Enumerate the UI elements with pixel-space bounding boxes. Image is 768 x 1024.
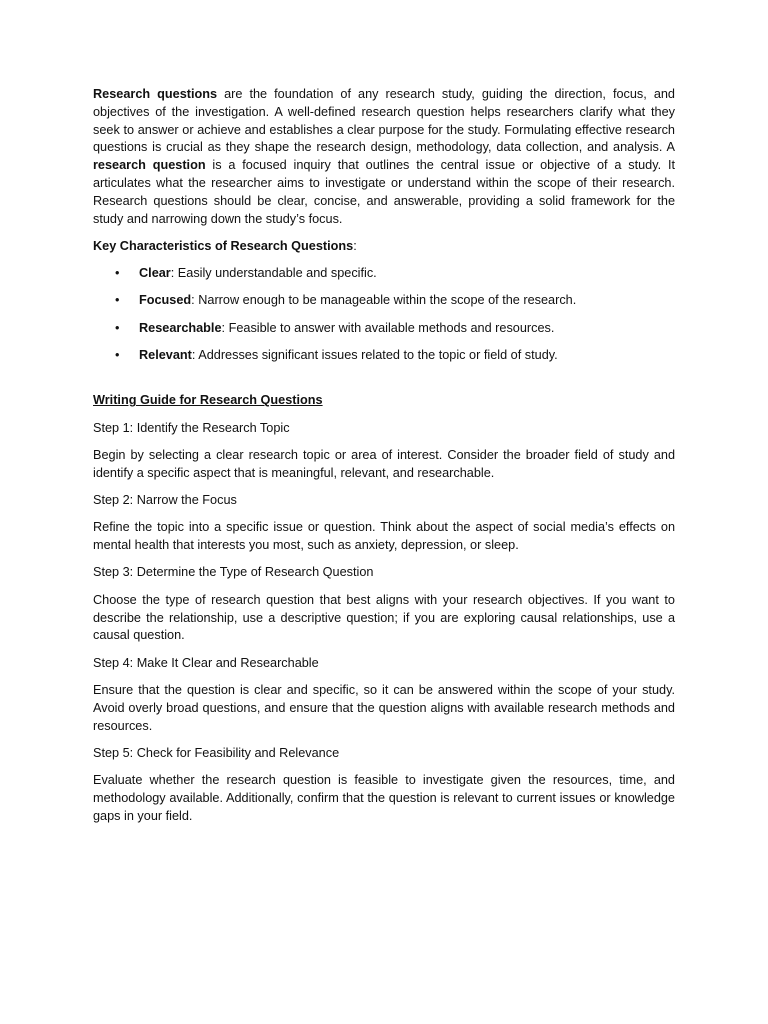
step-heading: Step 4: Make It Clear and Researchable	[93, 655, 319, 670]
characteristic-desc: : Easily understandable and specific.	[170, 266, 377, 281]
step-heading: Step 1: Identify the Research Topic	[93, 420, 290, 435]
bullet-icon: •	[115, 348, 120, 363]
characteristics-title-colon: :	[353, 238, 357, 253]
step-text: Refine the topic into a specific issue or question. Think about the aspect of social media’s effects on mental health that interests you most, such as anxiety, depression, or sleep.	[93, 520, 675, 553]
characteristic-term: Focused	[139, 293, 192, 308]
characteristic-term: Clear	[139, 266, 171, 281]
characteristics-title	[93, 238, 675, 256]
section-spacer	[93, 374, 675, 392]
intro-text-part-1: are the foundation of any research study, guiding the direction, focus, and objectives of the investigation. A well-defined research question helps researchers clarify what they seek to answer or achieve and establishes a clear purpose for the study. Formulating effective research questions is crucial as they shape the research design, methodology, data collection, and analysis. A	[93, 87, 675, 155]
characteristics-list	[93, 265, 675, 365]
list-item	[93, 320, 675, 338]
characteristic-desc: : Feasible to answer with available methods and resources.	[221, 320, 555, 335]
document-page	[93, 86, 675, 835]
guide-title-text: Writing Guide for Research Questions	[93, 393, 323, 408]
step-text: Begin by selecting a clear research topic or area of interest. Consider the broader field of study and identify a specific aspect that is meaningful, relevant, and researchable.	[93, 447, 675, 480]
list-item	[93, 292, 675, 310]
intro-term-research-questions: Research questions	[93, 87, 218, 101]
step-text: Ensure that the question is clear and specific, so it can be answered within the scope of your study. Avoid overly broad questions, and ensure that the question aligns with available research methods and resources.	[93, 682, 675, 733]
intro-text-part-2: is a focused inquiry that outlines the central issue or objective of a study. It articulates what the researcher aims to investigate or understand within the scope of their research. Research questions should be clear, concise, and answerable, providing a solid framework for the study and narrowing down the study’s focus.	[93, 158, 676, 226]
list-item	[93, 265, 675, 283]
intro-term-research-question: research question	[93, 158, 206, 173]
bullet-icon: •	[115, 293, 120, 308]
step-text: Evaluate whether the research question is feasible to investigate given the resources, time, and methodology available. Additionally, confirm that the question is relevant to current issues or knowledge gaps in your field.	[93, 773, 675, 823]
bullet-icon: •	[115, 266, 120, 281]
characteristic-desc: : Addresses significant issues related to the topic or field of study.	[191, 348, 558, 363]
characteristic-term: Relevant	[139, 348, 192, 363]
step-heading: Step 3: Determine the Type of Research Question	[93, 565, 374, 580]
characteristic-desc: : Narrow enough to be manageable within the scope of the research.	[191, 293, 577, 308]
characteristics-title-text: Key Characteristics of Research Questions	[93, 238, 354, 253]
characteristic-term: Researchable	[139, 320, 222, 335]
intro-paragraph	[93, 86, 675, 228]
step-heading: Step 5: Check for Feasibility and Relevance	[93, 745, 340, 760]
bullet-icon: •	[115, 320, 120, 335]
step-text: Choose the type of research question that best aligns with your research objectives. If you want to describe the relationship, use a descriptive question; if you are exploring causal relationships, use a causal question.	[93, 592, 675, 643]
step-heading: Step 2: Narrow the Focus	[93, 493, 237, 508]
guide-title	[93, 392, 675, 410]
list-item	[93, 347, 675, 365]
